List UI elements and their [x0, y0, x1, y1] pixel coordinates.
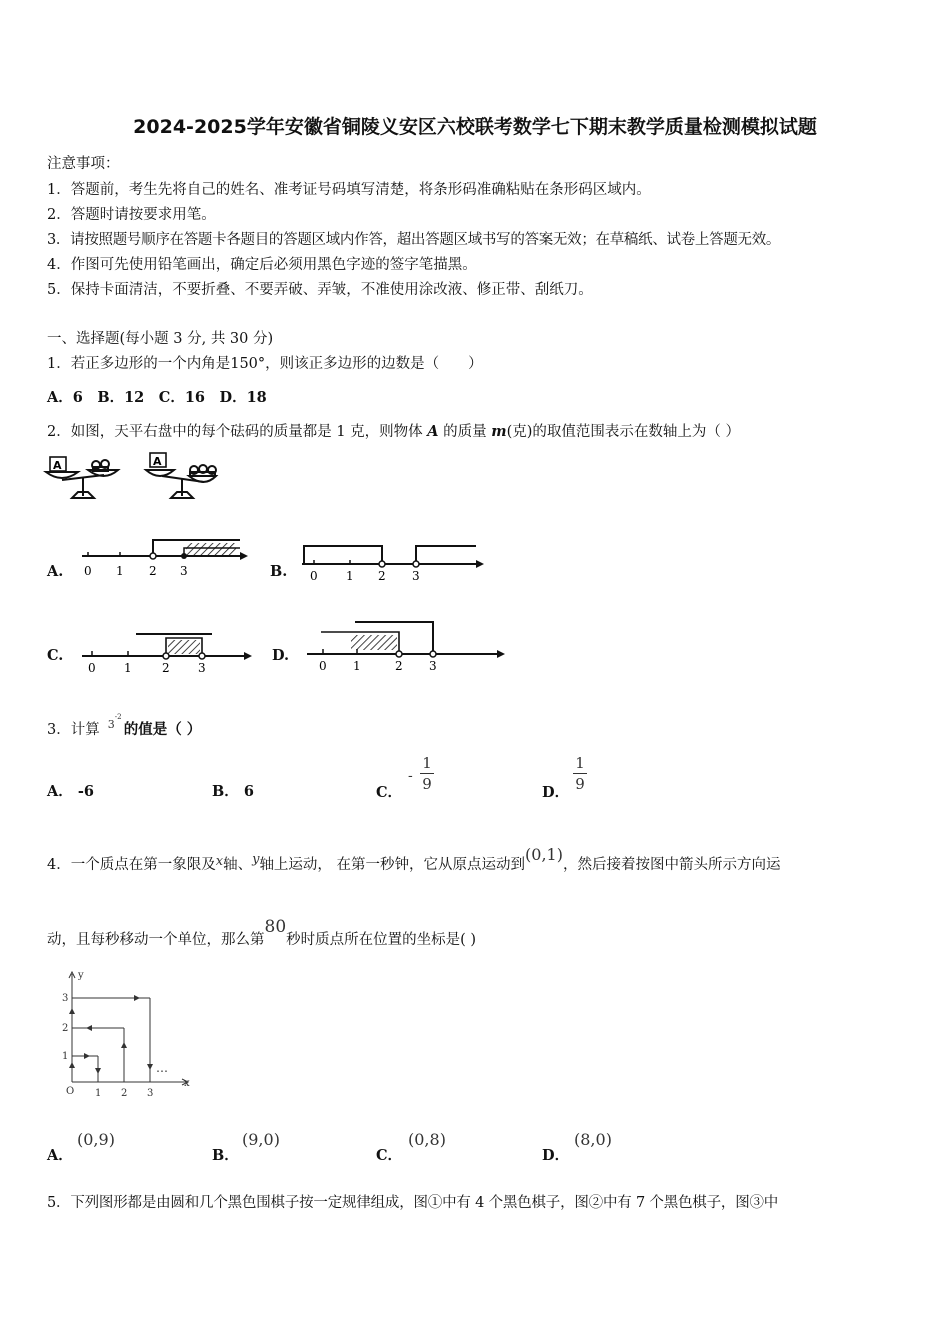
option-d-fraction: 1 9	[573, 754, 587, 793]
option-c-sign: -	[408, 768, 413, 784]
tick-label: 3	[180, 564, 188, 578]
tick-label: 0	[310, 569, 318, 583]
tick-label: 0	[88, 661, 96, 675]
number-line-a	[80, 534, 250, 582]
question-2-stem: 2．如图，天平右盘中的每个砝码的质量都是 1 克，则物体 A 的质量 m(克)的取值范围表示在数轴上为（ ）	[47, 423, 741, 440]
option-d-value: (8,0)	[574, 1130, 612, 1149]
option-c-fraction: 1 9	[420, 754, 434, 793]
option-c-value: (0,8)	[408, 1130, 446, 1149]
tick-label: 1	[353, 659, 361, 673]
x-tick-label: 3	[147, 1088, 154, 1099]
tick-label: 1	[346, 569, 354, 583]
tick-label: 2	[378, 569, 386, 583]
y-tick-label: 3	[62, 993, 69, 1004]
number-line-b	[300, 540, 490, 588]
tick-label: 1	[116, 564, 124, 578]
tick-label: 3	[198, 661, 206, 675]
x-tick-label: 1	[95, 1088, 102, 1099]
question-4-line-1: 4．一个质点在第一象限及x轴、y轴上运动， 在第一秒钟，它从原点运动到(0,1)，然后接着按图中箭头所示方向运	[47, 845, 781, 873]
number-line-d	[305, 616, 515, 676]
axis-label-y: y	[78, 970, 84, 981]
question-4-line-2: 动，且每秒移动一个单位，那么第80秒时质点所在位置的坐标是( )	[47, 917, 477, 948]
question-1-options: A．6 B．12 C．16 D．18	[47, 389, 267, 406]
tick-label: 3	[412, 569, 420, 583]
option-d: D．	[542, 784, 570, 801]
path-graph	[58, 968, 198, 1100]
tick-label: 2	[395, 659, 403, 673]
y-tick-label: 1	[62, 1051, 69, 1062]
notice-item: 1．答题前，考生先将自己的姓名、准考证号码填写清楚，将条形码准确粘贴在条形码区域内。	[47, 182, 651, 198]
tick-label: 3	[429, 659, 437, 673]
option-c: C．	[376, 1147, 403, 1164]
y-tick-label: 2	[62, 1023, 69, 1034]
balance-label: A	[53, 459, 62, 472]
option-b: B．	[212, 1147, 239, 1164]
notice-item: 3．请按照题号顺序在答题卡各题目的答题区域内作答，超出答题区域书写的答案无效；在草稿纸、试卷上答题无效。	[47, 232, 781, 248]
question-3-stem: 3．计算 3 -2 的值是（ ）	[47, 713, 202, 738]
x-tick-label: 2	[121, 1088, 128, 1099]
notice-item: 4．作图可先使用铅笔画出，确定后必须用黑色字迹的签字笔描黑。	[47, 257, 477, 273]
notice-item: 5．保持卡面清洁，不要折叠、不要弄破、弄皱，不准使用涂改液、修正带、刮纸刀。	[47, 282, 593, 298]
option-b-value: (9,0)	[242, 1130, 280, 1149]
option-label: C.	[47, 647, 64, 664]
question-1-stem: 1．若正多边形的一个内角是150°，则该正多边形的边数是（ ）	[47, 356, 483, 372]
option-b: B． 6	[212, 783, 254, 800]
option-a: A． -6	[47, 783, 94, 800]
option-label: B.	[270, 563, 288, 580]
tick-label: 0	[319, 659, 327, 673]
option-a: A．	[47, 1147, 73, 1164]
notice-item: 2．答题时请按要求用笔。	[47, 207, 216, 223]
option-label: A.	[47, 563, 64, 580]
option-d: D．	[542, 1147, 570, 1164]
tick-label: 1	[124, 661, 132, 675]
balance-label: A	[153, 455, 162, 468]
section-heading: 一、选择题(每小题 3 分, 共 30 分)	[47, 331, 274, 347]
origin-label: O	[66, 1086, 75, 1097]
number-line-c	[80, 628, 260, 678]
tick-label: 0	[84, 564, 92, 578]
continuation-dots: …	[156, 1061, 168, 1075]
option-c: C．	[376, 784, 403, 801]
tick-label: 2	[149, 564, 157, 578]
option-label: D.	[272, 647, 290, 664]
question-5-stem: 5．下列图形都是由圆和几个黑色围棋子按一定规律组成，图①中有 4 个黑色棋子，图②中有 7 个黑色棋子，图③中	[47, 1195, 779, 1211]
page-title: 2024-2025学年安徽省铜陵义安区六校联考数学七下期末教学质量检测模拟试题	[133, 116, 817, 138]
option-a-value: (0,9)	[77, 1130, 115, 1149]
balance-scales-figure	[44, 450, 224, 508]
notice-heading: 注意事项：	[47, 156, 120, 172]
axis-label-x: x	[184, 1078, 190, 1089]
tick-label: 2	[162, 661, 170, 675]
